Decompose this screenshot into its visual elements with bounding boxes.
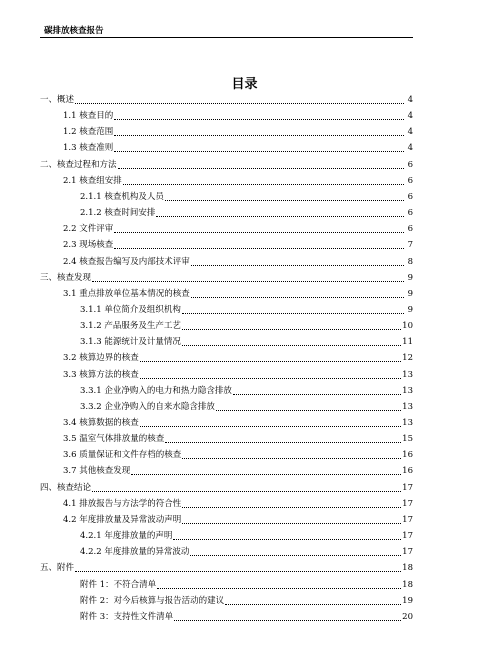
- dot-leader: [114, 223, 404, 233]
- toc-entry-label: 2.1.2 核查时间安排: [80, 208, 156, 219]
- dot-leader: [182, 320, 401, 330]
- dot-leader: [118, 159, 404, 169]
- toc-entry-label: 3.3.2 企业净购入的自来水隐含排放: [80, 401, 215, 412]
- dot-leader: [182, 304, 404, 314]
- dot-leader: [75, 94, 404, 104]
- dot-leader: [233, 385, 401, 395]
- toc-entry-label: 3.1.3 能源统计及计量情况: [80, 337, 181, 348]
- dot-leader: [182, 514, 401, 524]
- dot-leader: [140, 352, 401, 362]
- toc-entry-page-number: 16: [402, 450, 413, 461]
- toc-entry-page-number: 17: [402, 482, 413, 493]
- toc-entry-label: 4.2.2 年度排放量的异常波动: [80, 547, 190, 558]
- toc-entry-page-number: 4: [407, 143, 413, 154]
- toc-entry[interactable]: [80, 336, 413, 349]
- toc-entry-page-number: 9: [407, 304, 413, 315]
- toc-entry-page-number: 19: [402, 595, 413, 606]
- toc-entry-label: 4.2.1 年度排放量的声明: [80, 531, 173, 542]
- toc-entry-label: 附件 2：对今后核算与报告活动的建议: [80, 595, 225, 606]
- toc-entry-label: 4.2 年度排放量及异常波动声明: [63, 514, 182, 525]
- dot-leader: [173, 530, 401, 540]
- toc-entry-label: 一、概述: [40, 95, 75, 105]
- dot-leader: [182, 336, 401, 346]
- dot-leader: [140, 369, 401, 379]
- toc-entry-page-number: 9: [407, 288, 413, 299]
- toc-entry-label: 2.4 核查报告编写及内部技术评审: [63, 256, 190, 267]
- toc-entry[interactable]: [80, 207, 413, 220]
- toc-entry[interactable]: [63, 465, 413, 478]
- toc-entry-label: 4.1 排放报告与方法学的符合性: [63, 498, 182, 509]
- toc-entry[interactable]: [40, 94, 413, 107]
- toc-entry-label: 2.2 文件评审: [63, 224, 114, 235]
- toc-entry-page-number: 13: [402, 385, 413, 396]
- dot-leader: [75, 562, 401, 572]
- toc-entry-page-number: 10: [402, 321, 413, 332]
- toc-entry-label: 3.1.2 产品服务及生产工艺: [80, 321, 181, 332]
- toc-entry[interactable]: [80, 401, 413, 414]
- toc-entry-label: 1.3 核查准则: [63, 143, 114, 154]
- toc-entry-label: 附件 1：不符合清单: [80, 579, 157, 590]
- toc-entry-label: 1.2 核查范围: [63, 127, 114, 138]
- dot-leader: [191, 256, 404, 266]
- toc-entry-page-number: 4: [407, 127, 413, 138]
- toc-entry-label: 2.1 核查组安排: [63, 175, 122, 186]
- toc-entry-page-number: 17: [402, 498, 413, 509]
- dot-leader: [140, 417, 401, 427]
- header-rule: [40, 37, 413, 38]
- toc-entry[interactable]: [80, 191, 413, 204]
- running-header: 碳排放核查报告: [44, 26, 104, 36]
- toc-entry[interactable]: [63, 514, 413, 527]
- toc-entry-label: 三、核查发现: [40, 272, 92, 283]
- toc-entry-label: 3.1.1 单位简介及组织机构: [80, 304, 181, 315]
- toc-entry[interactable]: [63, 369, 413, 382]
- dot-leader: [191, 288, 404, 298]
- dot-leader: [156, 207, 404, 217]
- toc-entry-label: 1.1 核查目的: [63, 111, 114, 122]
- toc-entry-page-number: 6: [407, 159, 413, 170]
- toc-entry-label: 2.3 现场核查: [63, 240, 114, 251]
- toc-entry[interactable]: [63, 288, 413, 301]
- dot-leader: [114, 126, 404, 136]
- dot-leader: [174, 611, 401, 621]
- toc-entry[interactable]: [63, 175, 413, 188]
- dot-leader: [131, 465, 401, 475]
- toc-entry-page-number: 17: [402, 547, 413, 558]
- toc-entry[interactable]: [40, 482, 413, 495]
- toc-entry-label: 附件 3：支持性文件清单: [80, 611, 174, 622]
- toc-entry[interactable]: [63, 239, 413, 252]
- dot-leader: [182, 449, 401, 459]
- toc-entry[interactable]: [40, 272, 413, 285]
- toc-entry[interactable]: [80, 385, 413, 398]
- toc-entry[interactable]: [63, 256, 413, 269]
- toc-entry[interactable]: [63, 110, 413, 123]
- dot-leader: [123, 175, 404, 185]
- toc-entry-page-number: 6: [407, 175, 413, 186]
- dot-leader: [114, 239, 404, 249]
- toc-entry-label: 2.1.1 核查机构及人员: [80, 191, 164, 202]
- toc-entry-label: 五、附件: [40, 563, 75, 574]
- dot-leader: [114, 110, 404, 120]
- toc-entry-page-number: 4: [407, 111, 413, 122]
- dot-leader: [92, 272, 404, 282]
- toc-entry[interactable]: [63, 126, 413, 139]
- toc-entry-label: 3.7 其他核查发现: [63, 466, 131, 477]
- toc-entry-page-number: 13: [402, 369, 413, 380]
- dot-leader: [165, 433, 401, 443]
- toc-entry[interactable]: [40, 562, 413, 575]
- toc-entry[interactable]: [80, 304, 413, 317]
- dot-leader: [216, 401, 401, 411]
- toc-entry[interactable]: [80, 595, 413, 608]
- toc-entry-label: 四、核查结论: [40, 482, 92, 493]
- toc-entry-page-number: 8: [407, 256, 413, 267]
- toc-entry-label: 3.3.1 企业净购入的电力和热力隐含排放: [80, 385, 232, 396]
- toc-entry-label: 3.5 温室气体排放量的核查: [63, 434, 165, 445]
- toc-entry[interactable]: [63, 417, 413, 430]
- dot-leader: [92, 482, 401, 492]
- toc-entry[interactable]: [80, 579, 413, 592]
- dot-leader: [225, 595, 401, 605]
- toc-entry-page-number: 6: [407, 224, 413, 235]
- dot-leader: [165, 191, 404, 201]
- toc-entry-page-number: 15: [402, 434, 413, 445]
- toc-entry-label: 3.6 质量保证和文件存档的核查: [63, 450, 182, 461]
- toc-entry-page-number: 11: [402, 337, 413, 348]
- toc-entry[interactable]: [80, 546, 413, 559]
- toc-entry[interactable]: [63, 449, 413, 462]
- toc-entry[interactable]: [80, 320, 413, 333]
- toc-entry-label: 3.3 核算方法的核查: [63, 369, 139, 380]
- toc-entry-label: 3.2 核算边界的核查: [63, 353, 139, 364]
- toc-entry[interactable]: [63, 352, 413, 365]
- toc-entry[interactable]: [63, 142, 413, 155]
- toc-entry-page-number: 18: [402, 579, 413, 590]
- toc-entry-page-number: 9: [407, 272, 413, 283]
- toc-entry-page-number: 20: [402, 611, 413, 622]
- toc-entry-page-number: 13: [402, 401, 413, 412]
- toc-entry-page-number: 18: [402, 563, 413, 574]
- toc-entry-page-number: 6: [407, 208, 413, 219]
- toc-entry[interactable]: [80, 530, 413, 543]
- toc-entry[interactable]: [40, 159, 413, 172]
- toc-entry-page-number: 6: [407, 191, 413, 202]
- dot-leader: [190, 546, 401, 556]
- toc-entry-page-number: 4: [407, 95, 413, 105]
- toc-entry-label: 3.4 核算数据的核查: [63, 418, 139, 428]
- dot-leader: [114, 142, 404, 152]
- toc-entry-page-number: 17: [402, 531, 413, 542]
- toc-entry[interactable]: [63, 223, 413, 236]
- toc-entry[interactable]: [80, 611, 413, 624]
- toc-entry-page-number: 12: [402, 353, 413, 364]
- toc-entry-label: 二、核查过程和方法: [40, 159, 117, 170]
- toc-entry[interactable]: [63, 498, 413, 511]
- dot-leader: [157, 579, 401, 589]
- toc-entry-page-number: 16: [402, 466, 413, 477]
- toc-title: 目录: [231, 77, 258, 92]
- toc-entry-page-number: 7: [407, 240, 413, 251]
- toc-entry[interactable]: [63, 433, 413, 446]
- dot-leader: [182, 498, 401, 508]
- toc-entry-label: 3.1 重点排放单位基本情况的核查: [63, 288, 190, 299]
- toc-entry-page-number: 17: [402, 514, 413, 525]
- toc-entry-page-number: 13: [402, 418, 413, 428]
